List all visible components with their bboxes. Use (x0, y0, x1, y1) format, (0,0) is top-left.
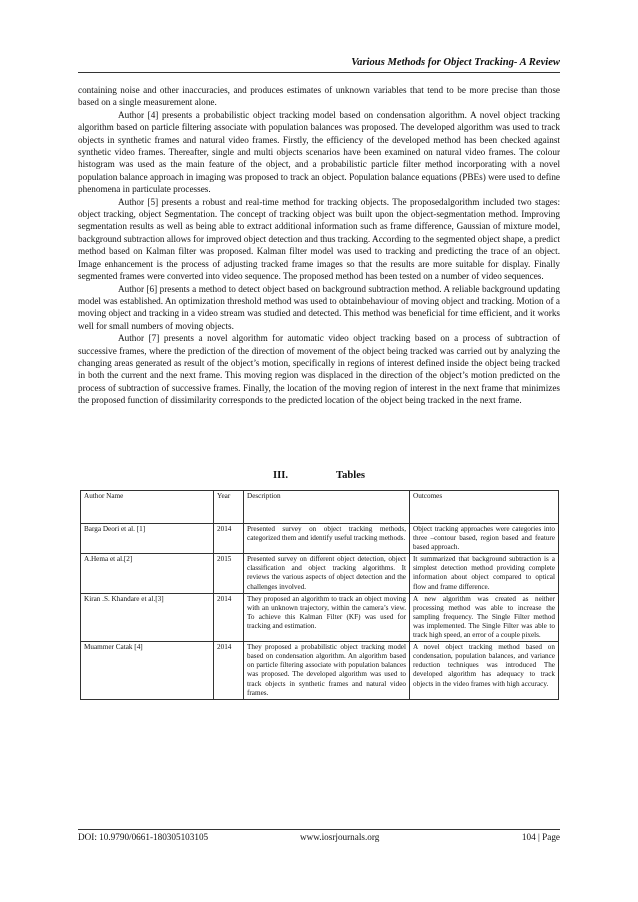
table-row (81, 642, 559, 700)
table-header-cell: Description (244, 491, 410, 524)
table-cell-outcomes: A novel object tracking method based on condensation, population balances, and variance reduction techniques was introduced The developed algorithm has adequacy to track objects in the video frames with high accuracy. (410, 642, 559, 700)
literature-table (80, 490, 559, 700)
running-head: Various Methods for Object Tracking- A Review (351, 57, 560, 68)
table-cell-year: 2014 (214, 642, 244, 700)
paragraph: Author [4] presents a probabilistic object tracking model based on condensation algorithm. A novel object tracking algorithm based on particle filtering associate with population balances was proposed. The developed algorithm was used to track objects in synthetic frames and natural video frames. Firstly, the efficiency of the developed method has been checked against synthetic video frames. Thereafter, single and multi objects scenarios have been examined on natural video frames. The colour histogram was used as the main feature of the object, and a probabilistic particle filter method incorporating with a novel population balance approach in imaging was proposed to track an object. Population balance equations (PBEs) were used to define phenomena in particulate processes. (78, 109, 560, 195)
paragraph: containing noise and other inaccuracies, and produces estimates of unknown variables that tend to be more precise than those based on a single measurement alone. (78, 85, 560, 108)
section-number: III. (272, 470, 288, 481)
header-rule (78, 72, 560, 73)
table-cell-description: They proposed an algorithm to track an object moving with an unknown trajectory, within the camera’s view. To achieve this Kalman Filter (KF) was used for tracking and estimation. (244, 593, 410, 641)
table-cell-year: 2015 (214, 554, 244, 593)
table-cell-author: Barga Deori et al. [1] (81, 524, 214, 554)
section-heading (78, 470, 560, 481)
footer-doi: DOI: 10.9790/0661-180305103105 (78, 832, 209, 842)
paragraph: Author [5] presents a robust and real-time method for tracking objects. The proposedalgorithm included two stages: object tracking, object Segmentation. The concept of tracking object was built upon the object-segmentation method. Improving segmentation results as well as being able to extract additional information such as frame difference, Gaussian of mixture model, background subtraction allows for improved object detection and thus tracking. According to the segmented object shape, a predict method based on Kalman filter was proposed. Kalman filter model was used to tracking and predicting the trace of an object. Image enhancement is the process of adjusting tracked frame images so that the results are more suitable for display. Finally segmented frames were converted into video sequence. The proposed method has been tested on a number of video sequences. (78, 196, 560, 282)
table-header-cell: Author Name (81, 491, 214, 524)
table-cell-author: Muammer Catak [4] (81, 642, 214, 700)
table-header-row (81, 491, 559, 524)
paragraph: Author [6] presents a method to detect object based on background subtraction method. A reliable background updating model was established. An optimization threshold method was used to obtainbehaviour of moving object and tracking. Motion of a moving object and tracking in a video stream was studied and detected. This method was beneficial for time efficient, and it works well for small numbers of moving objects. (78, 283, 560, 331)
table-cell-author: Kiran .S. Khandare et al.[3] (81, 593, 214, 641)
table-cell-description: Presented survey on object tracking methods, categorized them and identify useful tracking methods. (244, 524, 410, 554)
table-header-cell: Outcomes (410, 491, 559, 524)
table-cell-outcomes: Object tracking approaches were categories into three –contour based, region based and feature based approach. (410, 524, 559, 554)
section-title: Tables (335, 470, 366, 481)
table-cell-year: 2014 (214, 593, 244, 641)
footer-page-number: 104 | Page (521, 832, 560, 842)
footer-rule (78, 829, 560, 830)
paragraph: Author [7] presents a novel algorithm for automatic video object tracking based on a process of subtraction of successive frames, where the prediction of the direction of movement of the object being tracked was carried out by analyzing the changing areas generated as result of the object’s motion, specifically in regions of interest defined inside the object being tracked in both the current and the next frame. This moving region was displaced in the direction of the object’s motion predicted on the process of subtraction of successive frames. Finally, the location of the moving region of interest in the next frame that minimizes the proposed function of dissimilarity corresponds to the predicted location of the object being tracked in the next frame. (78, 333, 560, 406)
table-row (81, 524, 559, 554)
table-header-cell: Year (214, 491, 244, 524)
table-cell-outcomes: A new algorithm was created as neither processing method was able to increase the sampling frequency. The Single Filter method was implemented. The Single Filter was able to track high speed, an error of a couple pixels. (410, 593, 559, 641)
body-text (78, 84, 560, 407)
table-row (81, 593, 559, 641)
table-cell-description: Presented survey on different object detection, object classification and object tracking algorithms. It reviews the various aspects of object detection and the challenges involved. (244, 554, 410, 593)
table-cell-description: They proposed a probabilistic object tracking model based on condensation algorithm. An algorithm based on particle filtering associate with population balances was proposed. The developed algorithm was used to track objects in synthetic frames and natural video frames. (244, 642, 410, 700)
table-cell-outcomes: It summarized that background subtraction is a simplest detection method providing complete information about object compared to optical flow and frame difference. (410, 554, 559, 593)
footer-website: www.iosrjournals.org (300, 832, 380, 842)
table-row (81, 554, 559, 593)
table-cell-year: 2014 (214, 524, 244, 554)
table-cell-author: A.Hema et al.[2] (81, 554, 214, 593)
